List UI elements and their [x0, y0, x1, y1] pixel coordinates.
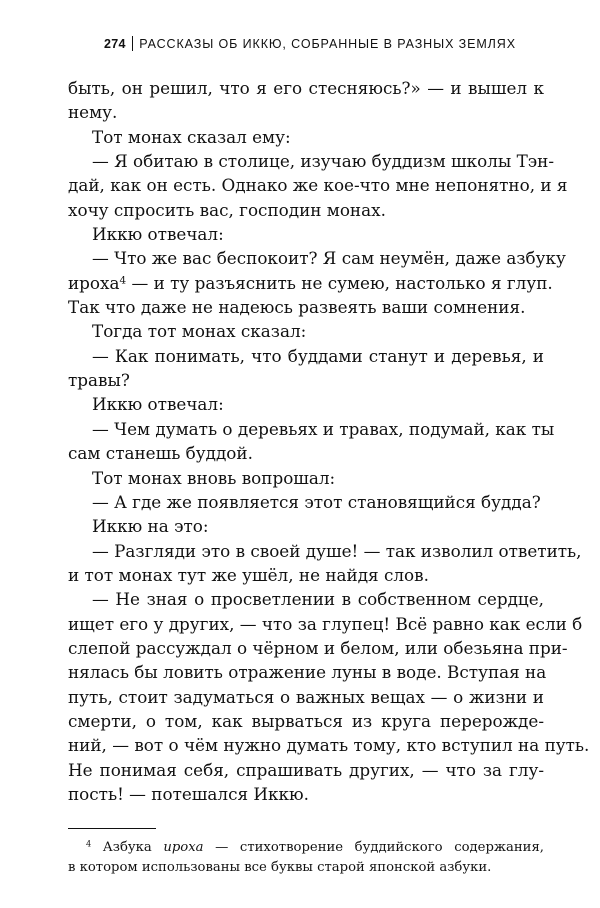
text-line: Иккю отвечал: — [92, 394, 224, 415]
body-text — [68, 76, 590, 806]
footnote-marker: 4 — [119, 274, 127, 287]
running-title: РАССКАЗЫ ОБ ИККЮ, СОБРАННЫЕ В РАЗНЫХ ЗЕМЛЯХ — [139, 37, 516, 51]
text-line: — Чем думать о деревьях и травах, подумай, как ты — [92, 418, 555, 439]
footnote — [68, 838, 544, 878]
text-line: — Что же вас беспокоит? Я сам неумён, даже азбуку — [92, 248, 566, 269]
text-line: — Разгляди это в своей душе! — так изволил ответить, — [92, 540, 582, 561]
footnote-term: ироха — [163, 840, 204, 855]
footnote-lead: Азбука — [102, 840, 152, 855]
footnote-rule — [68, 828, 156, 829]
footnote-text: — стихотворение буддийского содержания, — [215, 840, 544, 855]
text-line: — Я обитаю в столице, изучаю буддизм школы Тэн- — [92, 151, 555, 172]
header-separator — [132, 36, 134, 51]
text-line: дай, как он есть. Однако же кое-что мне непонятно, и я — [68, 175, 568, 196]
text-line: нему. — [68, 102, 118, 123]
text-line: Иккю отвечал: — [92, 224, 224, 245]
text-line: — Как понимать, что буддами станут и деревья, и — [92, 345, 544, 366]
text-line: хочу спросить вас, господин монах. — [68, 199, 386, 220]
text-line — [68, 271, 553, 295]
text-line: нялась бы ловить отражение луны в воде. Вступая на — [68, 662, 547, 683]
text-line: ищет его у других, — что за глупец! Всё равно как если б — [68, 613, 583, 634]
footnote-number: 4 — [86, 838, 92, 849]
text-line: — А где же появляется этот становящийся будда? — [92, 491, 541, 512]
footnote-line: в котором использованы все буквы старой японской азбуки. — [68, 860, 492, 875]
running-header — [104, 36, 544, 51]
text-line: Иккю на это: — [92, 516, 209, 537]
text-line: слепой рассуждал о чёрном и белом, или обезьяна при- — [68, 637, 568, 658]
text-line: Тогда тот монах сказал: — [92, 321, 307, 342]
text-line: Не понимая себя, спрашивать других, — что за глу- — [68, 759, 544, 780]
iroha-word: ироха — [68, 272, 120, 293]
text-line: и тот монах тут же ушёл, не найдя слов. — [68, 564, 429, 585]
text-line: пость! — потешался Иккю. — [68, 783, 309, 804]
text-line: Так что даже не надеюсь развеять ваши сомнения. — [68, 297, 526, 318]
text-line: Тот монах вновь вопрошал: — [92, 467, 336, 488]
text-line: ний, — вот о чём нужно думать тому, кто вступил на путь. — [68, 735, 590, 756]
text-line: смерти, о том, как вырваться из круга перерожде- — [68, 710, 544, 731]
text-line: травы? — [68, 370, 130, 391]
text-line: быть, он решил, что я его стесняюсь?» — и вышел к — [68, 78, 544, 98]
footnote-line — [68, 838, 544, 858]
text-segment: — и ту разъяснить не сумею, настолько я глуп. — [131, 272, 553, 293]
text-line: Тот монах сказал ему: — [92, 126, 291, 147]
text-line: путь, стоит задуматься о важных вещах — о жизни и — [68, 686, 544, 707]
text-line: сам станешь буддой. — [68, 443, 253, 464]
text-line: — Не зная о просветлении в собственном сердце, — [92, 589, 544, 610]
page-number: 274 — [104, 37, 126, 51]
